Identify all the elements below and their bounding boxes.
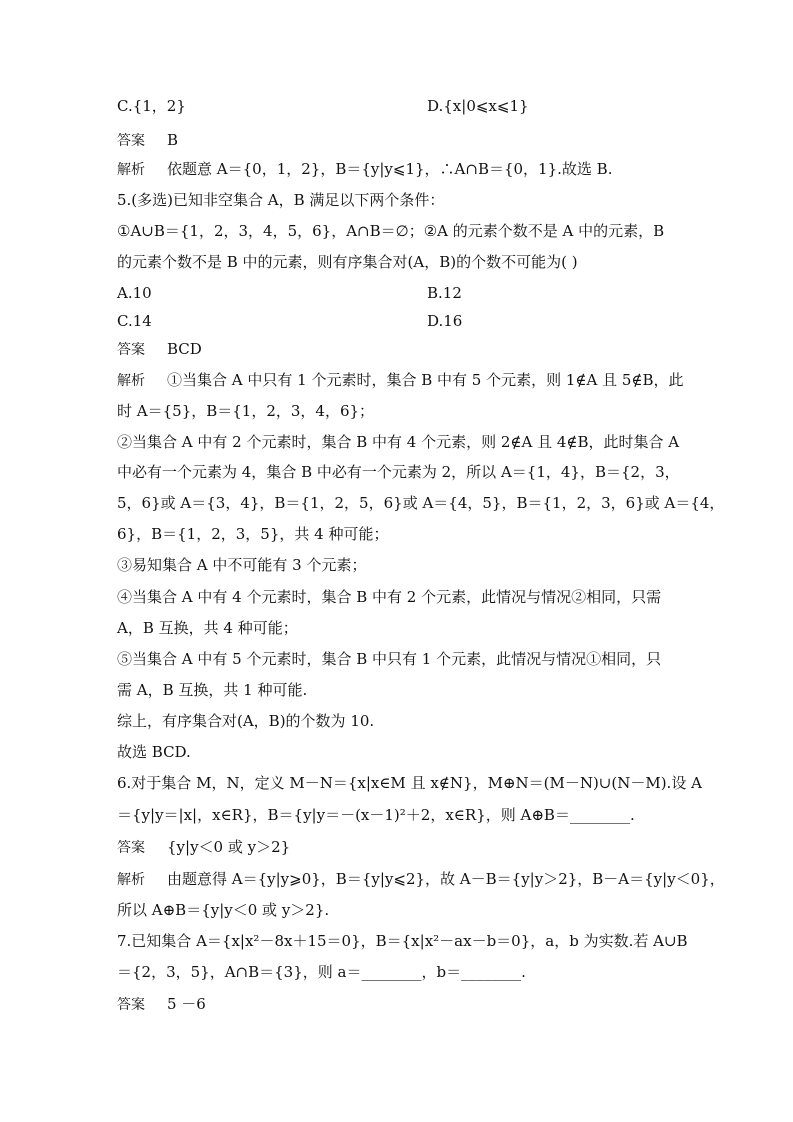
line-text: 5 －6 — [167, 995, 206, 1013]
line-text: ④当集合 A 中有 4 个元素时，集合 B 中有 2 个元素，此情况与情况②相同，只需 — [117, 588, 662, 606]
text-line — [117, 130, 178, 151]
line-text: ②当集合 A 中有 2 个元素时，集合 B 中有 4 个元素，则 2∉A 且 4∉B，此时集合 A — [117, 433, 680, 451]
line-text: 7.已知集合 A＝{x|x²－8x＋15＝0}，B＝{x|x²－ax－b＝0}，a，b 为实数.若 A∪B — [117, 932, 688, 950]
text-line — [117, 339, 202, 360]
text-line — [117, 900, 329, 920]
label-answer: 答案 — [117, 342, 145, 358]
text-line — [427, 283, 462, 303]
line-text: ①当集合 A 中只有 1 个元素时，集合 B 中有 5 个元素，则 1∉A 且 5∉B，此 — [167, 371, 684, 389]
text-line — [117, 618, 298, 638]
line-text: 依题意 A＝{0，1，2}，B＝{y|y⩽1}，∴A∩B＝{0，1}.故选 B. — [167, 160, 613, 178]
line-text: D.16 — [427, 312, 463, 330]
line-text: C.14 — [117, 312, 152, 330]
text-line — [117, 805, 635, 825]
label-analysis: 解析 — [117, 373, 145, 389]
text-line — [117, 221, 664, 241]
line-text: BCD — [167, 340, 202, 358]
text-line — [117, 159, 612, 180]
line-text: 中必有一个元素为 4，集合 B 中必有一个元素为 2，所以 A＝{1，4}，B＝{2，3， — [117, 463, 680, 481]
line-text: 由题意得 A＝{y|y⩾0}，B＝{y|y⩽2}，故 A－B＝{y|y＞2}，B－A＝{y|y＜0}， — [167, 870, 725, 888]
text-line — [117, 649, 661, 669]
line-text: ⑤当集合 A 中有 5 个元素时，集合 B 中只有 1 个元素，此情况与情况①相同，只 — [117, 650, 662, 668]
line-text: 5.(多选)已知非空集合 A，B 满足以下两个条件： — [117, 191, 445, 209]
line-text: ＝{2，3，5}，A∩B＝{3}，则 a＝________，b＝________. — [117, 963, 526, 981]
line-text: 需 A，B 互换，共 1 种可能. — [117, 681, 308, 699]
line-text: 的元素个数不是 B 中的元素，则有序集合对(A，B)的个数不可能为( ) — [117, 253, 578, 271]
text-line — [117, 524, 388, 544]
text-line — [427, 311, 462, 331]
label-analysis: 解析 — [117, 872, 145, 888]
line-text: A.10 — [117, 284, 152, 302]
text-line — [117, 742, 191, 762]
line-text: 5，6}或 A＝{3，4}，B＝{1，2，5，6}或 A＝{4，5}，B＝{1，2，3，6}或 A＝{4， — [117, 494, 725, 512]
text-line — [117, 931, 688, 951]
line-text: ①A∪B＝{1，2，3，4，5，6}，A∩B＝∅；②A 的元素个数不是 A 中的元素，B — [117, 222, 665, 240]
line-text: C.{1，2} — [117, 97, 186, 115]
line-text: 6}，B＝{1，2，3，5}，共 4 种可能； — [117, 525, 389, 543]
text-line — [117, 493, 724, 513]
line-text: D.{x|0⩽x⩽1} — [427, 97, 529, 115]
line-text: 时 A＝{5}，B＝{1，2，3，4，6}； — [117, 402, 375, 420]
text-line — [117, 711, 374, 731]
line-text: 故选 BCD. — [117, 743, 191, 761]
text-line — [117, 283, 152, 303]
line-text: {y|y＜0 或 y＞2} — [167, 838, 291, 856]
text-line — [117, 370, 684, 391]
text-line — [427, 96, 529, 116]
label-analysis: 解析 — [117, 162, 145, 178]
text-line — [117, 462, 680, 482]
label-answer: 答案 — [117, 997, 145, 1013]
text-line — [117, 869, 725, 890]
line-text: 所以 A⊕B＝{y|y＜0 或 y＞2}. — [117, 901, 330, 919]
label-answer: 答案 — [117, 133, 145, 149]
line-text: ③易知集合 A 中不可能有 3 个元素； — [117, 556, 367, 574]
line-text: B — [167, 131, 179, 149]
label-answer: 答案 — [117, 840, 145, 856]
text-line — [117, 96, 186, 116]
line-text: A，B 互换，共 4 种可能； — [117, 619, 298, 637]
text-line — [117, 432, 679, 452]
text-line — [117, 773, 702, 793]
text-line — [117, 680, 307, 700]
text-line — [117, 962, 526, 982]
text-line — [117, 252, 578, 272]
text-line — [117, 837, 290, 858]
line-text: 综上，有序集合对(A，B)的个数为 10. — [117, 712, 375, 730]
text-line — [117, 587, 661, 607]
text-line — [117, 311, 152, 331]
line-text: ＝{y|y＝|x|，x∈R}，B＝{y|y＝－(x－1)²＋2，x∈R}，则 A⊕B＝________. — [117, 806, 635, 824]
line-text: B.12 — [427, 284, 462, 302]
text-line — [117, 555, 366, 575]
text-line — [117, 401, 374, 421]
text-line — [117, 190, 444, 210]
line-text: 6.对于集合 M，N，定义 M－N＝{x|x∈M 且 x∉N}，M⊕N＝(M－N)∪(N－M).设 A — [117, 774, 702, 792]
text-line — [117, 994, 206, 1015]
